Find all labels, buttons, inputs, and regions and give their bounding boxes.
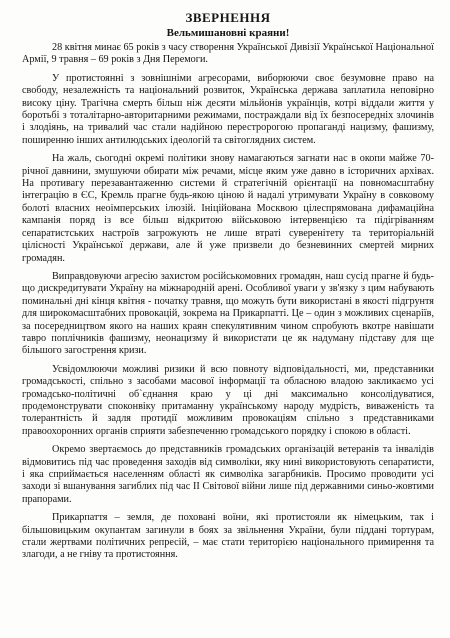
paragraph-6: Окремо звертаємось до представників громадських організацій ветеранів та інвалідів відмовитись під час проведення заходів від символіки, яку нині використовують сепаратисти, і яка сприймається населенням області як символіка загарбників. Просимо проводити усі заходи зі вшанування загиблих під час ІІ Світової війни лише під державними синьо-жовтими прапорами. (22, 444, 434, 505)
paragraph-5: Усвідомлюючи можливі ризики й всю повноту відповідальності, ми, представники громадськості, спільно з засобами масової інформації та обласною владою закликаємо усі громадсько-політичні об`єднання краю у ці дні максимально консолідуватися, продемонструвати споконвіку притаманну українському народу мудрість, виваженість та толерантність й задля протидії можливим провокаціям спільно з представниками правоохоронних органів сприяти забезпеченню громадського порядку і спокою в області. (22, 363, 434, 437)
paragraph-3: На жаль, сьогодні окремі політики знову намагаються загнати нас в окопи майже 70-річної давнини, змушуючи обирати між речами, місце яким уже давно в історичних архівах. На противагу перезавантаженню системи й стратегічній орієнтації на повномасштабну інтеграцію в ЄС, Кремль прагне будь-якою ціною й надалі утримувати Україну в совковому болоті власних неоімперських ілюзій. Ініційована Москвою цілеспрямована дифамаційна кампанія поряд із все більш відкритою військовою інтервенцією та підігріванням сепаратистських настроїв загрожують не лише втраті суверенітету та територіальній цілісності Української держави, але й уже призвели до безневинних смертей мирних громадян. (22, 153, 434, 264)
paragraph-1: 28 квітня минає 65 років з часу створення Української Дивізії Української Національної Армії, 9 травня – 69 років з Дня Перемоги. (22, 42, 434, 66)
document-title: ЗВЕРНЕННЯ (185, 10, 271, 25)
salutation: Вельмишановні краяни! (166, 27, 290, 39)
paragraph-4: Виправдовуючи агресію захистом російськомовних громадян, наш сусід прагне й будь-що дискредитувати Україну на міжнародній арені. Особливої уваги у зв'язку з цим набувають поминальні дні кінця квітня - початку травня, що можуть бути використані в якості підгрунтя для широкомасштабних провокацій, зокрема на Прикарпатті. Це – один з можливих сценаріїв, за посередництвом якого на наших краян спекулятивним чином спробують вкотре навішати тавро поплічників фашизму, неонацизму й використати це як надуману підставу для ще більшого загострення кризи. (22, 270, 434, 357)
paragraph-7: Прикарпаття – земля, де поховані воїни, які протистояли як німецьким, так і більшовицьким окупантам загинули в боях за звільнення України, були піддані тортурам, стали жертвами політичних репресій, – має стати територією національного примирення та злагоди, а не гніву та протистояння. (22, 512, 434, 561)
paragraph-2: У протистоянні з зовнішніми агресорами, виборюючи своє безумовне право на свободу, незалежність та національний розвиток, Українська держава заплатила неповірно високу ціну. Трагічна смерть більш ніж десяти мільйонів українців, котрі віддали життя у боротьбі з тоталітарно-авторитарними режимами, постраждали від їх безпосередніх злочинів і злодіянь, на тривалий час стали надійною перестророгою пропаганді нацизму, фашизму, поширенню інших антилюдських ідеологій та світоглядних систем. (22, 72, 434, 146)
